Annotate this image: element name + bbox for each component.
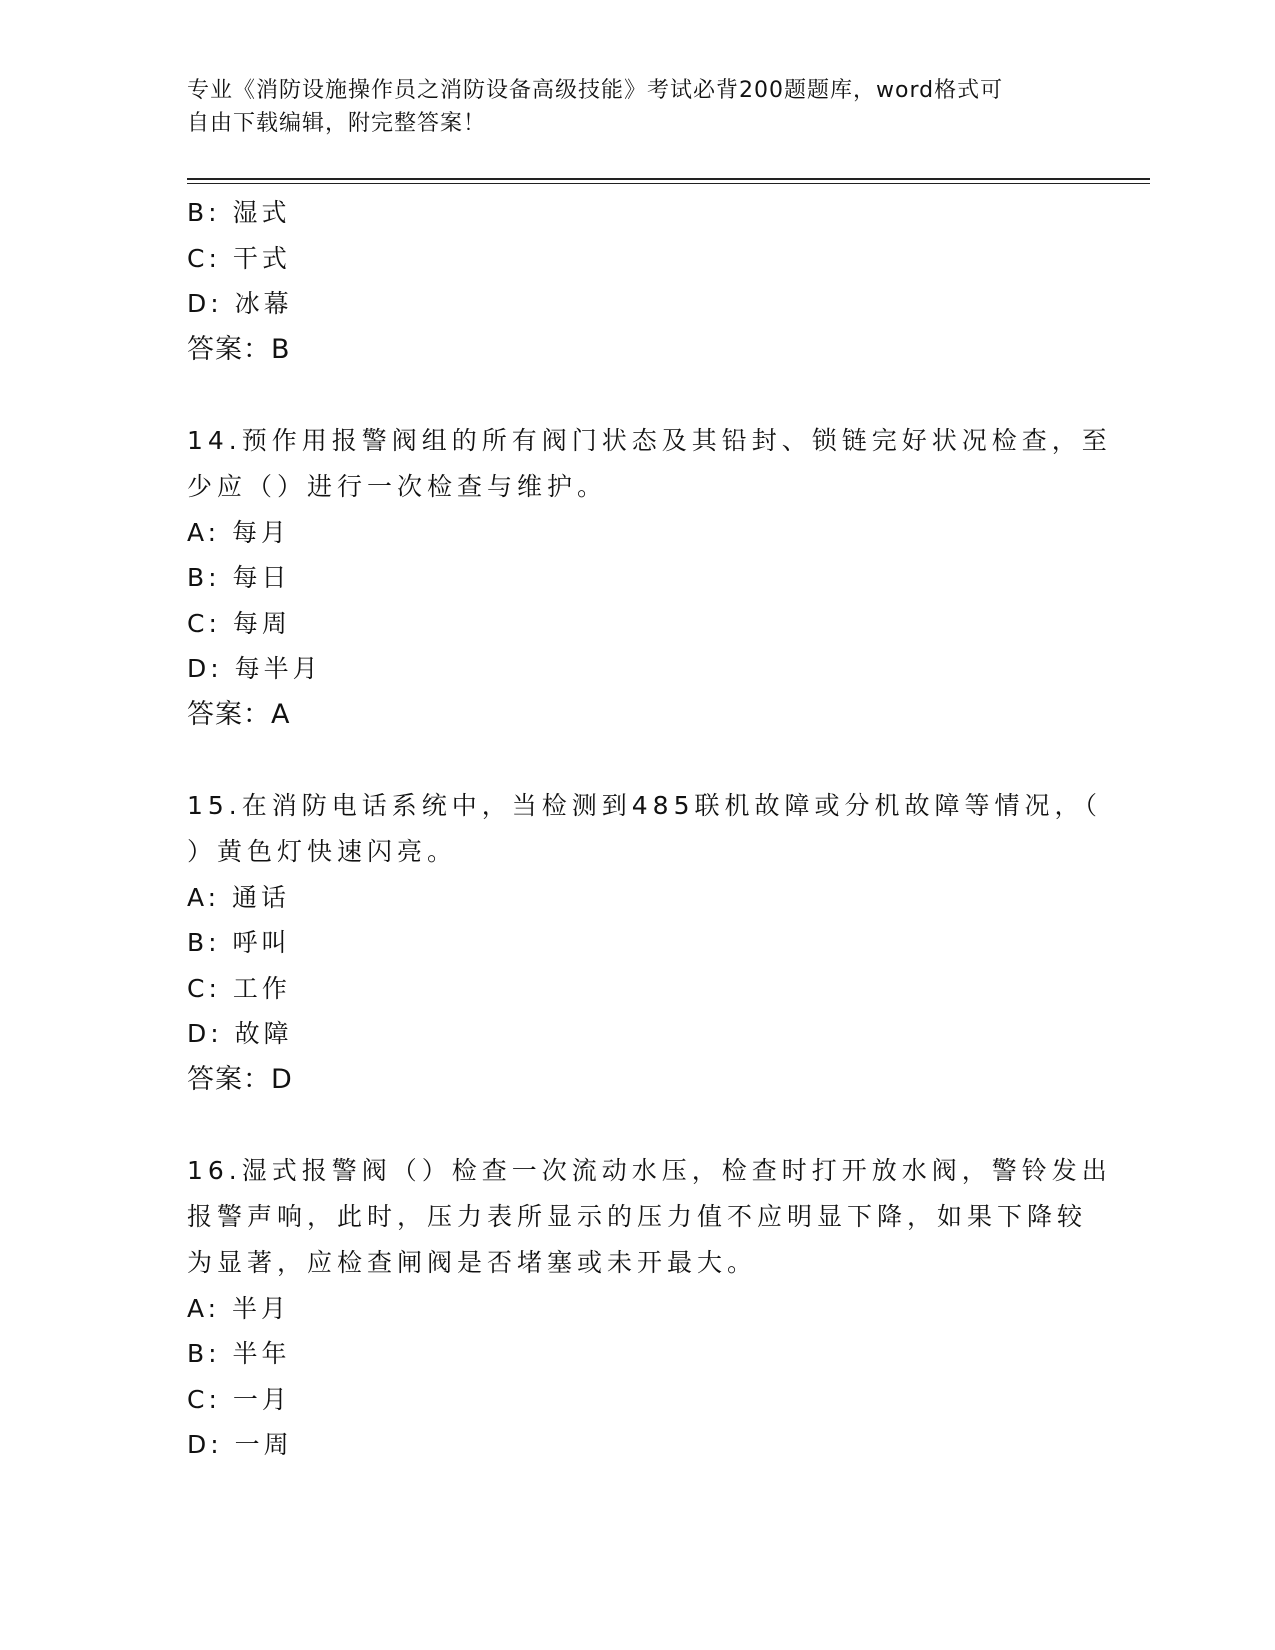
question-text-line: ）黄色灯快速闪亮。 xyxy=(187,836,458,866)
answer: 答案：B xyxy=(187,333,291,365)
question-text-line: 报警声响，此时，压力表所显示的压力值不应明显下降，如果下降较 xyxy=(187,1201,1088,1231)
option-d: D: 每半月 xyxy=(187,654,322,683)
answer: 答案：A xyxy=(187,698,291,730)
option-d: D: 一周 xyxy=(187,1430,293,1459)
option-c: C: 一月 xyxy=(187,1384,291,1414)
option-d: D: 故障 xyxy=(187,1019,293,1048)
option-b: B: 半年 xyxy=(187,1339,291,1368)
question-text-line: 16.湿式报警阀（）检查一次流动水压，检查时打开放水阀，警铃发出 xyxy=(187,1155,1112,1185)
option-c: C: 工作 xyxy=(187,973,291,1003)
question-14 xyxy=(187,418,1112,738)
question-text-line: 少应（）进行一次检查与维护。 xyxy=(187,471,608,501)
option-a: A: 每月 xyxy=(187,517,291,547)
option-d: D: 冰幕 xyxy=(187,289,293,318)
question-13-remainder xyxy=(187,190,1087,373)
header-divider-thin xyxy=(187,183,1150,184)
option-a: A: 半月 xyxy=(187,1293,291,1323)
option-c: C: 干式 xyxy=(187,243,291,273)
option-b: B: 每日 xyxy=(187,563,291,592)
answer: 答案：D xyxy=(187,1063,293,1095)
document-header xyxy=(187,74,1067,140)
option-b: B: 呼叫 xyxy=(187,928,291,957)
question-text-line: 14.预作用报警阀组的所有阀门状态及其铅封、锁链完好状况检查，至 xyxy=(187,425,1112,455)
header-divider-thick xyxy=(187,178,1150,180)
option-b: B: 湿式 xyxy=(187,198,291,227)
question-list xyxy=(187,190,1112,1468)
question-16 xyxy=(187,1148,1112,1468)
question-15 xyxy=(187,783,1102,1103)
question-text-line: 为显著，应检查闸阀是否堵塞或未开最大。 xyxy=(187,1247,758,1277)
header-line-1: 专业《消防设施操作员之消防设备高级技能》考试必背200题题库，word格式可 xyxy=(187,78,1004,103)
header-line-2: 自由下载编辑，附完整答案！ xyxy=(187,111,487,136)
option-c: C: 每周 xyxy=(187,608,291,638)
question-text-line: 15.在消防电话系统中，当检测到485联机故障或分机故障等情况，（ xyxy=(187,790,1102,820)
option-a: A: 通话 xyxy=(187,882,291,912)
